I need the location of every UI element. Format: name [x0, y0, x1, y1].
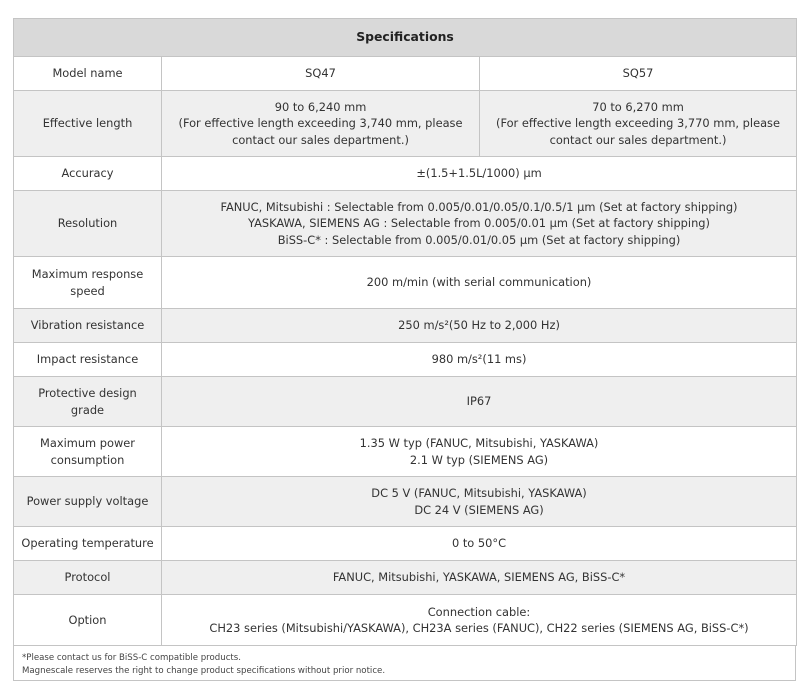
spec-table-container	[13, 18, 796, 681]
table-row-operating-temperature	[14, 527, 797, 561]
effective-length-sq57	[480, 91, 797, 157]
table-row-model-name	[14, 57, 797, 91]
cell-line: CH23 series (Mitsubishi/YASKAWA), CH23A series (FANUC), CH22 series (SIEMENS AG, BiSS-C*)	[209, 621, 749, 635]
cell-line: YASKAWA, SIEMENS AG : Selectable from 0.005/0.01 μm (Set at factory shipping)	[248, 216, 710, 231]
row-label: Protocol	[14, 561, 162, 595]
max-power-consumption-value	[162, 427, 797, 477]
cell-line: (For effective length exceeding 3,740 mm, please	[178, 116, 463, 131]
vibration-resistance-value: 250 m/s²(50 Hz to 2,000 Hz)	[162, 309, 797, 343]
accuracy-value: ±(1.5+1.5L/1000) μm	[162, 157, 797, 191]
table-title: Specifications	[14, 19, 797, 57]
cell-line: 70 to 6,270 mm	[592, 99, 684, 114]
cell-line: 1.35 W typ (FANUC, Mitsubishi, YASKAWA)	[359, 436, 599, 450]
row-label: Option	[14, 595, 162, 646]
label-line: Maximum response	[31, 267, 144, 281]
effective-length-sq47	[162, 91, 480, 157]
row-label: Vibration resistance	[14, 309, 162, 343]
row-label: Impact resistance	[14, 343, 162, 377]
cell-line: Connection cable:	[427, 604, 531, 619]
cell-line: 2.1 W typ (SIEMENS AG)	[409, 452, 549, 467]
label-line: Protective design	[38, 386, 137, 400]
footnotes	[13, 646, 796, 681]
protocol-value: FANUC, Mitsubishi, YASKAWA, SIEMENS AG, BiSS-C*	[162, 561, 797, 595]
row-label: Resolution	[14, 191, 162, 257]
row-label: Model name	[14, 57, 162, 91]
table-row-max-power-consumption	[14, 427, 797, 477]
row-label: Operating temperature	[14, 527, 162, 561]
cell-line: BiSS-C* : Selectable from 0.005/0.01/0.05 μm (Set at factory shipping)	[277, 232, 681, 247]
table-row-protocol	[14, 561, 797, 595]
cell-line: contact our sales department.)	[232, 132, 409, 147]
label-line: Maximum power	[40, 436, 135, 450]
table-row-vibration-resistance	[14, 309, 797, 343]
cell-line: DC 24 V (SIEMENS AG)	[414, 502, 544, 517]
row-label: Effective length	[14, 91, 162, 157]
model-sq57: SQ57	[480, 57, 797, 91]
impact-resistance-value: 980 m/s²(11 ms)	[162, 343, 797, 377]
table-row-impact-resistance	[14, 343, 797, 377]
cell-line: FANUC, Mitsubishi : Selectable from 0.005/0.01/0.05/0.1/0.5/1 μm (Set at factory shipping)	[220, 199, 738, 214]
table-row-max-response-speed	[14, 257, 797, 309]
label-line: grade	[70, 402, 105, 417]
cell-line: contact our sales department.)	[549, 132, 727, 147]
operating-temperature-value: 0 to 50°C	[162, 527, 797, 561]
row-label: Accuracy	[14, 157, 162, 191]
table-row-power-supply-voltage	[14, 477, 797, 527]
power-supply-voltage-value	[162, 477, 797, 527]
row-label	[14, 377, 162, 427]
label-line: speed	[70, 283, 105, 298]
max-response-speed-value: 200 m/min (with serial communication)	[162, 257, 797, 309]
table-row-effective-length	[14, 91, 797, 157]
protective-grade-value: IP67	[162, 377, 797, 427]
row-label	[14, 257, 162, 309]
model-sq47: SQ47	[162, 57, 480, 91]
footnote: Magnescale reserves the right to change product specifications without prior notice.	[22, 665, 386, 676]
label-line: consumption	[50, 452, 125, 467]
table-header-row	[14, 19, 797, 57]
table-row-option	[14, 595, 797, 646]
option-value	[162, 595, 797, 646]
table-row-resolution	[14, 191, 797, 257]
row-label	[14, 427, 162, 477]
table-row-protective-grade	[14, 377, 797, 427]
cell-line: (For effective length exceeding 3,770 mm, please	[496, 116, 780, 131]
specifications-table	[13, 18, 797, 646]
table-row-accuracy	[14, 157, 797, 191]
cell-line: 90 to 6,240 mm	[274, 99, 367, 114]
footnote: *Please contact us for BiSS-C compatible products.	[22, 653, 241, 663]
row-label: Power supply voltage	[14, 477, 162, 527]
cell-line: DC 5 V (FANUC, Mitsubishi, YASKAWA)	[371, 486, 587, 500]
resolution-value	[162, 191, 797, 257]
